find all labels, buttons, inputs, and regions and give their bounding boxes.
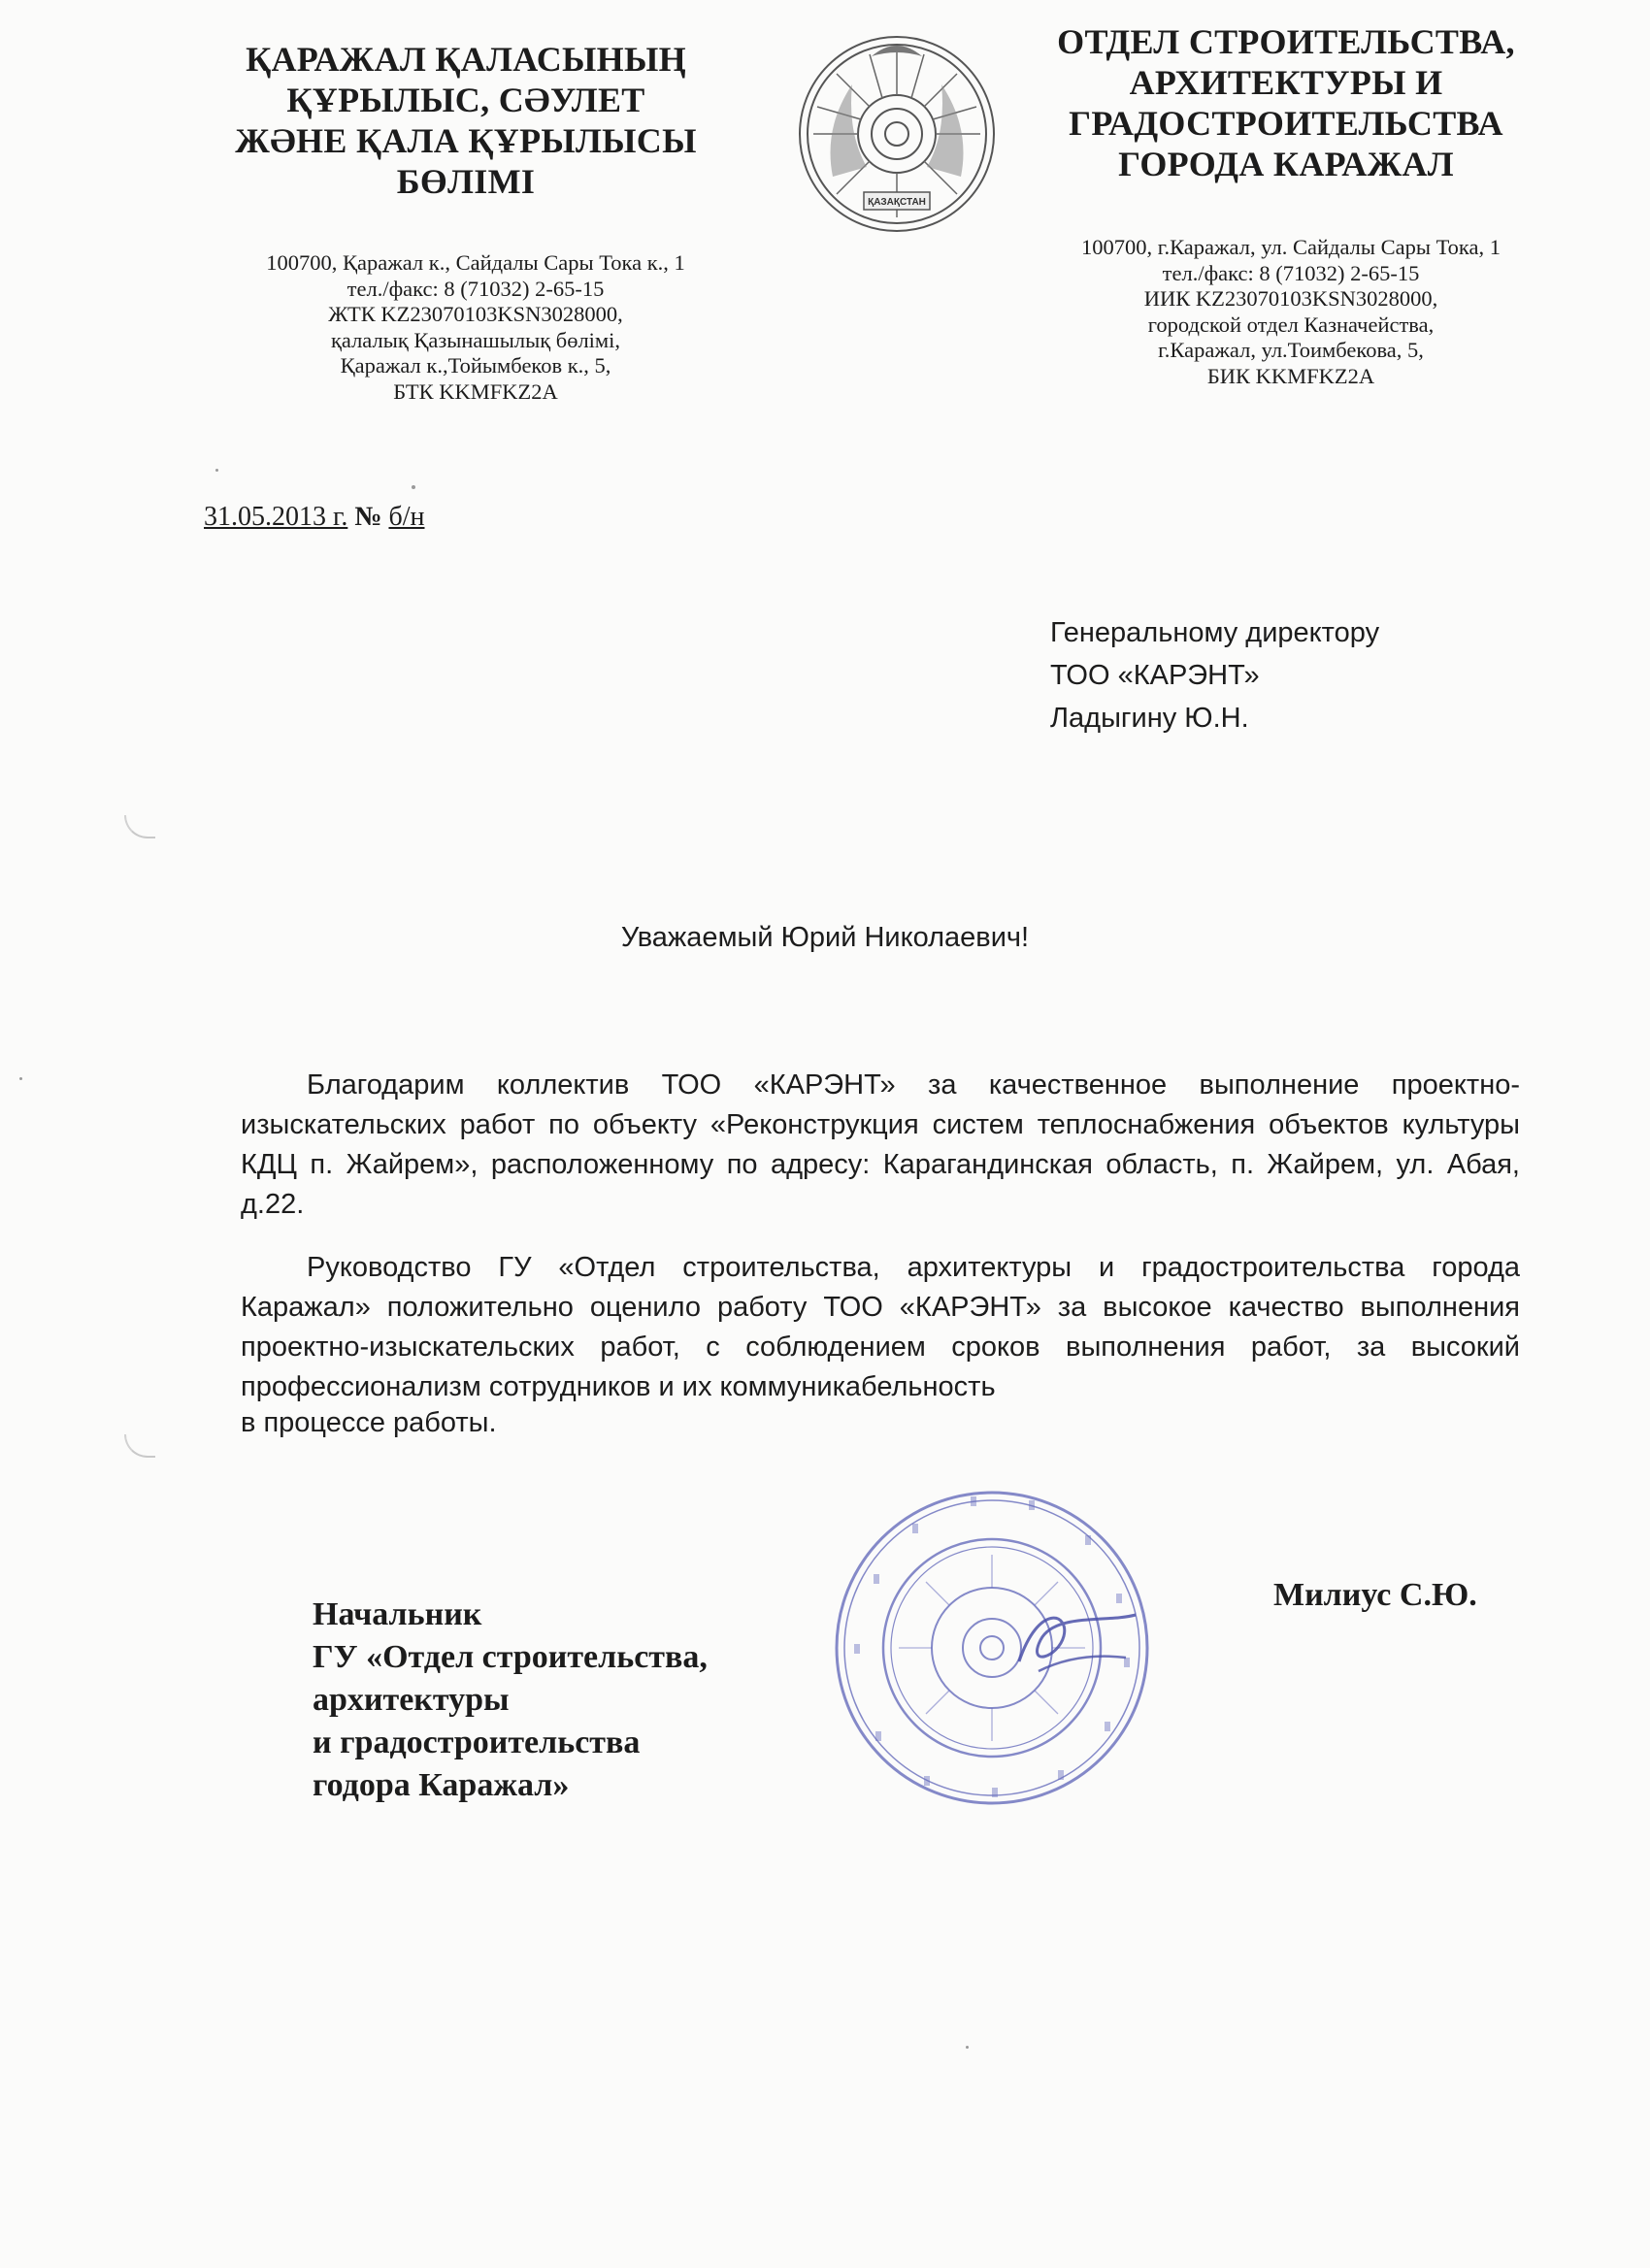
signer-position-line: и градостроительства <box>313 1725 641 1760</box>
signer-position-line: годора Каражал» <box>313 1767 570 1803</box>
signer-position-line: ГУ «Отдел строительства, <box>313 1639 708 1675</box>
kz-title-line: ҚҰРЫЛЫС, СӘУЛЕТ <box>286 81 645 119</box>
ru-address-line: 100700, г.Каражал, ул. Сайдалы Сары Тока, 1 <box>1081 235 1501 259</box>
number-sign: № <box>354 502 382 532</box>
kz-title-line: ҚАРАЖАЛ ҚАЛАСЫНЫҢ <box>246 40 686 79</box>
kz-address-line: 100700, Қаражал к., Сайдалы Сары Тока к., 1 <box>266 250 685 275</box>
salutation: Уважаемый Юрий Николаевич! <box>620 922 1030 953</box>
body-paragraph-1 <box>241 1066 1520 1225</box>
ru-title-line: ГОРОДА КАРАЖАЛ <box>1118 145 1454 183</box>
scan-speck <box>19 1077 22 1080</box>
scan-speck <box>215 469 218 472</box>
ru-address-line: г.Каражал, ул.Тоимбекова, 5, <box>1158 338 1424 362</box>
ru-address-line: городской отдел Казначейства, <box>1147 312 1435 337</box>
paragraph-text: Руководство ГУ «Отдел строительства, архитектуры и градостроительства города Каражал» положительно оценило работу ТОО «КАРЭНТ» за высокое качество выполнения проектно-изыскательских работ, с соблюдением сроков выполнения работ, за высокий профессионализм сотрудников и их коммуникабельность <box>241 1252 1520 1402</box>
ru-address-block <box>1034 235 1548 389</box>
addressee-line: Генеральному директору <box>1050 617 1380 648</box>
official-stamp-icon <box>815 1467 1174 1817</box>
kz-address-line: тел./факс: 8 (71032) 2-65-15 <box>346 276 605 301</box>
document-number: б/н <box>388 502 425 532</box>
ru-address-line: БИК KKMFKZ2A <box>1206 363 1375 388</box>
scan-speck <box>412 485 415 489</box>
document-date: 31.05.2013 г. <box>204 502 348 532</box>
paragraph-text: Благодарим коллектив ТОО «КАРЭНТ» за качественное выполнение проектно-изыскательских работ по объекту «Реконструкция систем теплоснабжения объектов культуры КДЦ п. Жайрем», расположенному по адресу: Карагандинская область, п. Жайрем, ул. Абая, д.22. <box>241 1069 1520 1220</box>
kz-title-line: БӨЛІМІ <box>396 162 536 201</box>
ru-title-line: ОТДЕЛ СТРОИТЕЛЬСТВА, <box>1057 22 1515 61</box>
signer-position-line: архитектуры <box>313 1682 510 1718</box>
ru-title-line: АРХИТЕКТУРЫ И <box>1129 63 1443 102</box>
punch-hole-mark <box>124 1434 155 1458</box>
ru-title-line: ГРАДОСТРОИТЕЛЬСТВА <box>1069 104 1503 143</box>
body-paragraph-2 <box>241 1248 1520 1407</box>
kz-address-line: Қаражал к.,Тойымбеков к., 5, <box>340 353 611 378</box>
addressee-line: ТОО «КАРЭНТ» <box>1050 660 1260 691</box>
ru-address-line: тел./факс: 8 (71032) 2-65-15 <box>1162 260 1420 285</box>
emblem-label: ҚАЗАҚСТАН <box>868 197 926 208</box>
state-emblem-icon <box>794 31 1000 237</box>
ru-address-line: ИИК KZ23070103KSN3028000, <box>1143 286 1438 311</box>
punch-hole-mark <box>124 815 155 838</box>
ru-department-title <box>1034 21 1538 184</box>
kz-address-block <box>218 250 733 405</box>
signer-name: Милиус С.Ю. <box>1273 1577 1477 1613</box>
addressee-block <box>1050 611 1379 740</box>
kz-address-line: ЖТК KZ23070103KSN3028000, <box>328 302 623 326</box>
scan-speck <box>966 2046 969 2049</box>
document-date-number <box>204 502 424 533</box>
signer-position <box>313 1594 708 1807</box>
kz-department-title <box>223 39 709 202</box>
body-paragraph-2-end: в процессе работы. <box>241 1407 497 1438</box>
kz-title-line: ЖӘНЕ ҚАЛА ҚҰРЫЛЫСЫ <box>235 121 697 160</box>
addressee-line: Ладыгину Ю.Н. <box>1050 703 1249 734</box>
kz-address-line: қалалық Қазынашылық бөлімі, <box>330 327 621 352</box>
kz-address-line: БТК KKMFKZ2A <box>393 378 558 404</box>
signer-position-line: Начальник <box>313 1596 482 1632</box>
